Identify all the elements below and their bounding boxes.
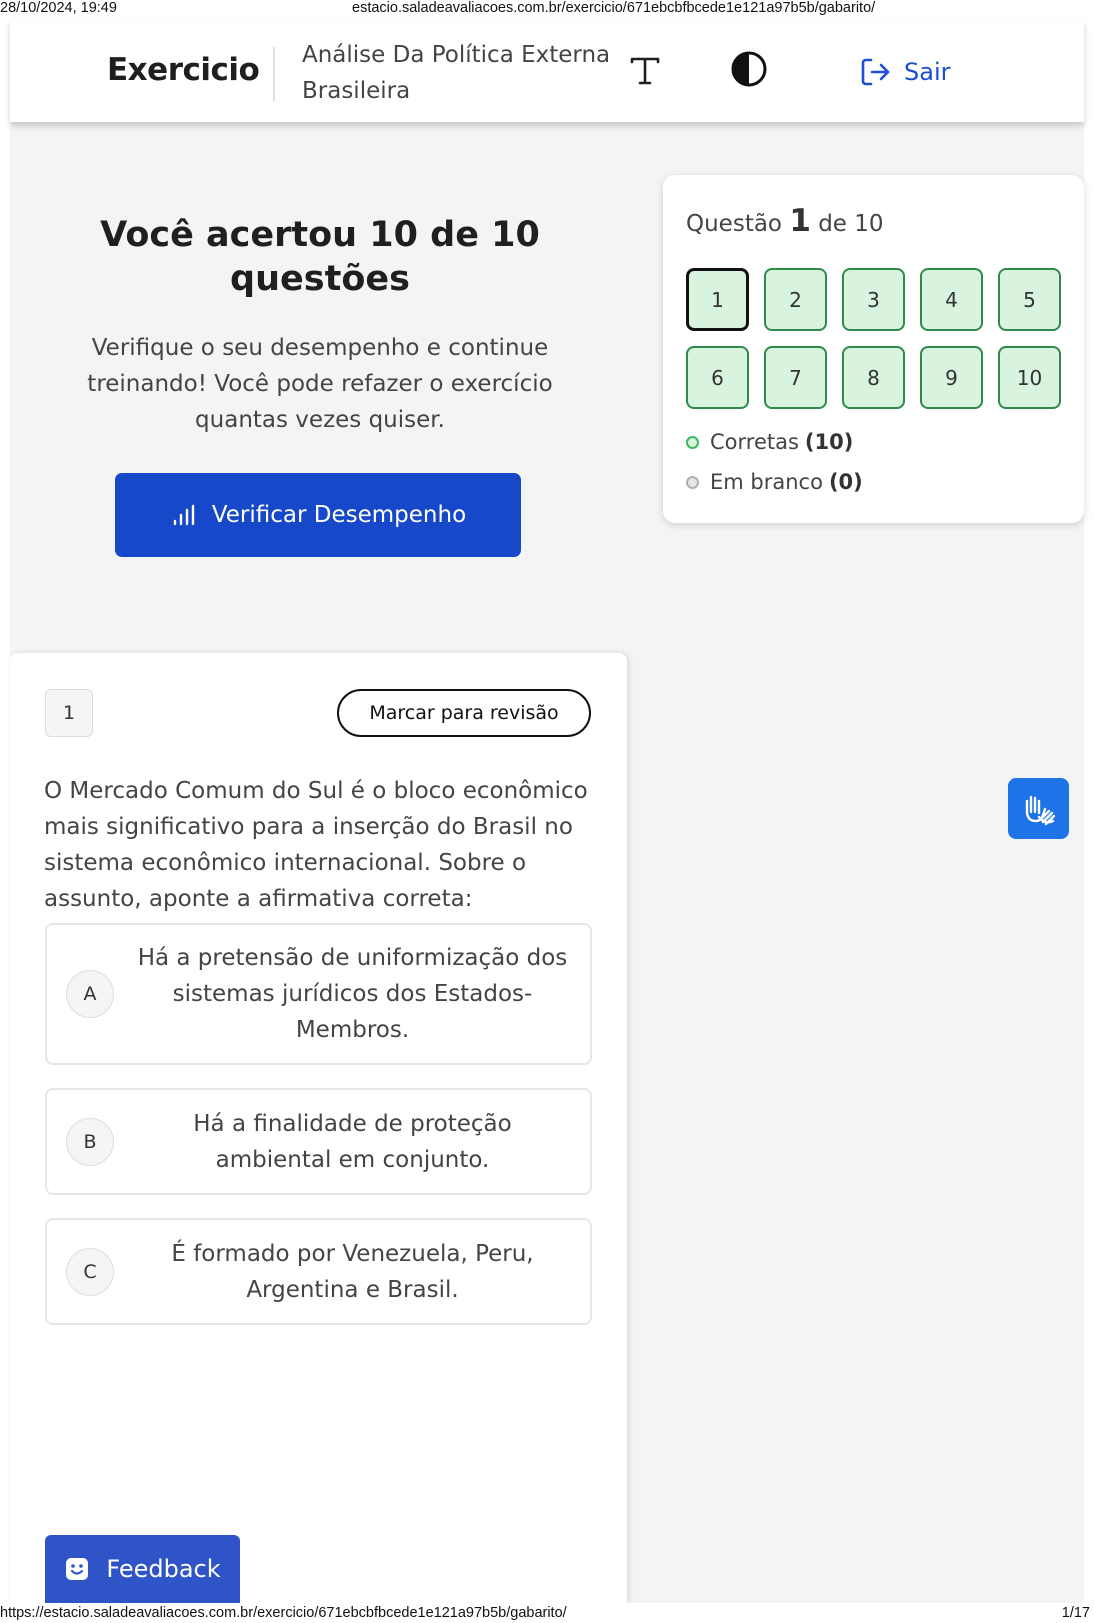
- option-letter: B: [66, 1118, 114, 1166]
- font-size-icon[interactable]: [627, 52, 663, 88]
- question-card: [10, 653, 627, 1603]
- question-number-badge: 1: [45, 689, 93, 737]
- question-nav-button[interactable]: 1: [686, 268, 749, 331]
- question-nav-button[interactable]: 4: [920, 268, 983, 331]
- correct-dot-icon: [686, 436, 699, 449]
- logout-label: Sair: [904, 58, 951, 86]
- question-nav-button[interactable]: 6: [686, 346, 749, 409]
- sign-language-hands-icon: [1019, 789, 1059, 829]
- logout-button[interactable]: [858, 54, 950, 90]
- option-c[interactable]: [45, 1218, 592, 1325]
- option-letter: C: [66, 1248, 114, 1296]
- current-question-number: 1: [789, 203, 811, 239]
- print-full-url: https://estacio.saladeavaliacoes.com.br/exercicio/671ebcbfbcede1e121a97b5b/gabarito/: [0, 1605, 567, 1621]
- app-header: [10, 20, 1084, 122]
- question-statement: O Mercado Comum do Sul é o bloco econômico mais significativo para a inserção do Brasil no sistema econômico internacional. Sobre o assunto, aponte a afirmativa correta:: [44, 778, 588, 912]
- print-header: [0, 0, 1094, 18]
- question-grid: [686, 268, 1061, 409]
- page-title: Exercicio: [107, 52, 260, 88]
- feedback-label: Feedback: [106, 1555, 221, 1583]
- blank-dot-icon: [686, 476, 699, 489]
- option-letter: A: [66, 970, 114, 1018]
- question-nav-button[interactable]: 8: [842, 346, 905, 409]
- question-nav-button[interactable]: 7: [764, 346, 827, 409]
- feedback-button[interactable]: [45, 1535, 240, 1603]
- question-nav-button[interactable]: 2: [764, 268, 827, 331]
- print-datetime: 28/10/2024, 19:49: [0, 0, 117, 16]
- contrast-icon[interactable]: [730, 50, 768, 88]
- print-url: estacio.saladeavaliacoes.com.br/exercicio/671ebcbfbcede1e121a97b5b/gabarito/: [352, 0, 876, 16]
- option-a[interactable]: [45, 923, 592, 1065]
- bar-chart-icon: [170, 502, 196, 528]
- option-b[interactable]: [45, 1088, 592, 1195]
- legend-correct: Corretas (10): [686, 430, 853, 454]
- result-title: Você acertou 10 de 10 questões: [100, 215, 540, 299]
- verify-performance-button[interactable]: [115, 473, 521, 557]
- result-description: Verifique o seu desempenho e continue treinando! Você pode refazer o exercício quantas vezes quiser.: [87, 335, 553, 433]
- question-nav-button[interactable]: 3: [842, 268, 905, 331]
- mark-for-review-button[interactable]: Marcar para revisão: [337, 689, 591, 737]
- question-nav-button[interactable]: 10: [998, 346, 1061, 409]
- print-footer: [0, 1603, 1094, 1623]
- question-counter: Questão 1 de 10: [686, 203, 884, 239]
- question-nav-button[interactable]: 9: [920, 346, 983, 409]
- verify-performance-label: Verificar Desempenho: [211, 502, 467, 528]
- legend-blank: Em branco (0): [686, 470, 863, 494]
- print-page-number: 1/17: [1061, 1605, 1090, 1621]
- option-text: Há a pretensão de uniformização dos sistemas jurídicos dos Estados-Membros.: [137, 945, 568, 1043]
- sign-language-button[interactable]: [1008, 778, 1069, 839]
- subject-title: Análise Da Política Externa Brasileira: [302, 42, 611, 104]
- logout-icon: [858, 55, 892, 89]
- option-text: Há a finalidade de proteção ambiental em conjunto.: [193, 1110, 512, 1173]
- question-nav-button[interactable]: 5: [998, 268, 1061, 331]
- question-navigator: [663, 175, 1084, 523]
- smile-icon: [64, 1556, 90, 1582]
- header-divider: [273, 47, 275, 101]
- option-text: É formado por Venezuela, Peru, Argentina e Brasil.: [171, 1240, 534, 1303]
